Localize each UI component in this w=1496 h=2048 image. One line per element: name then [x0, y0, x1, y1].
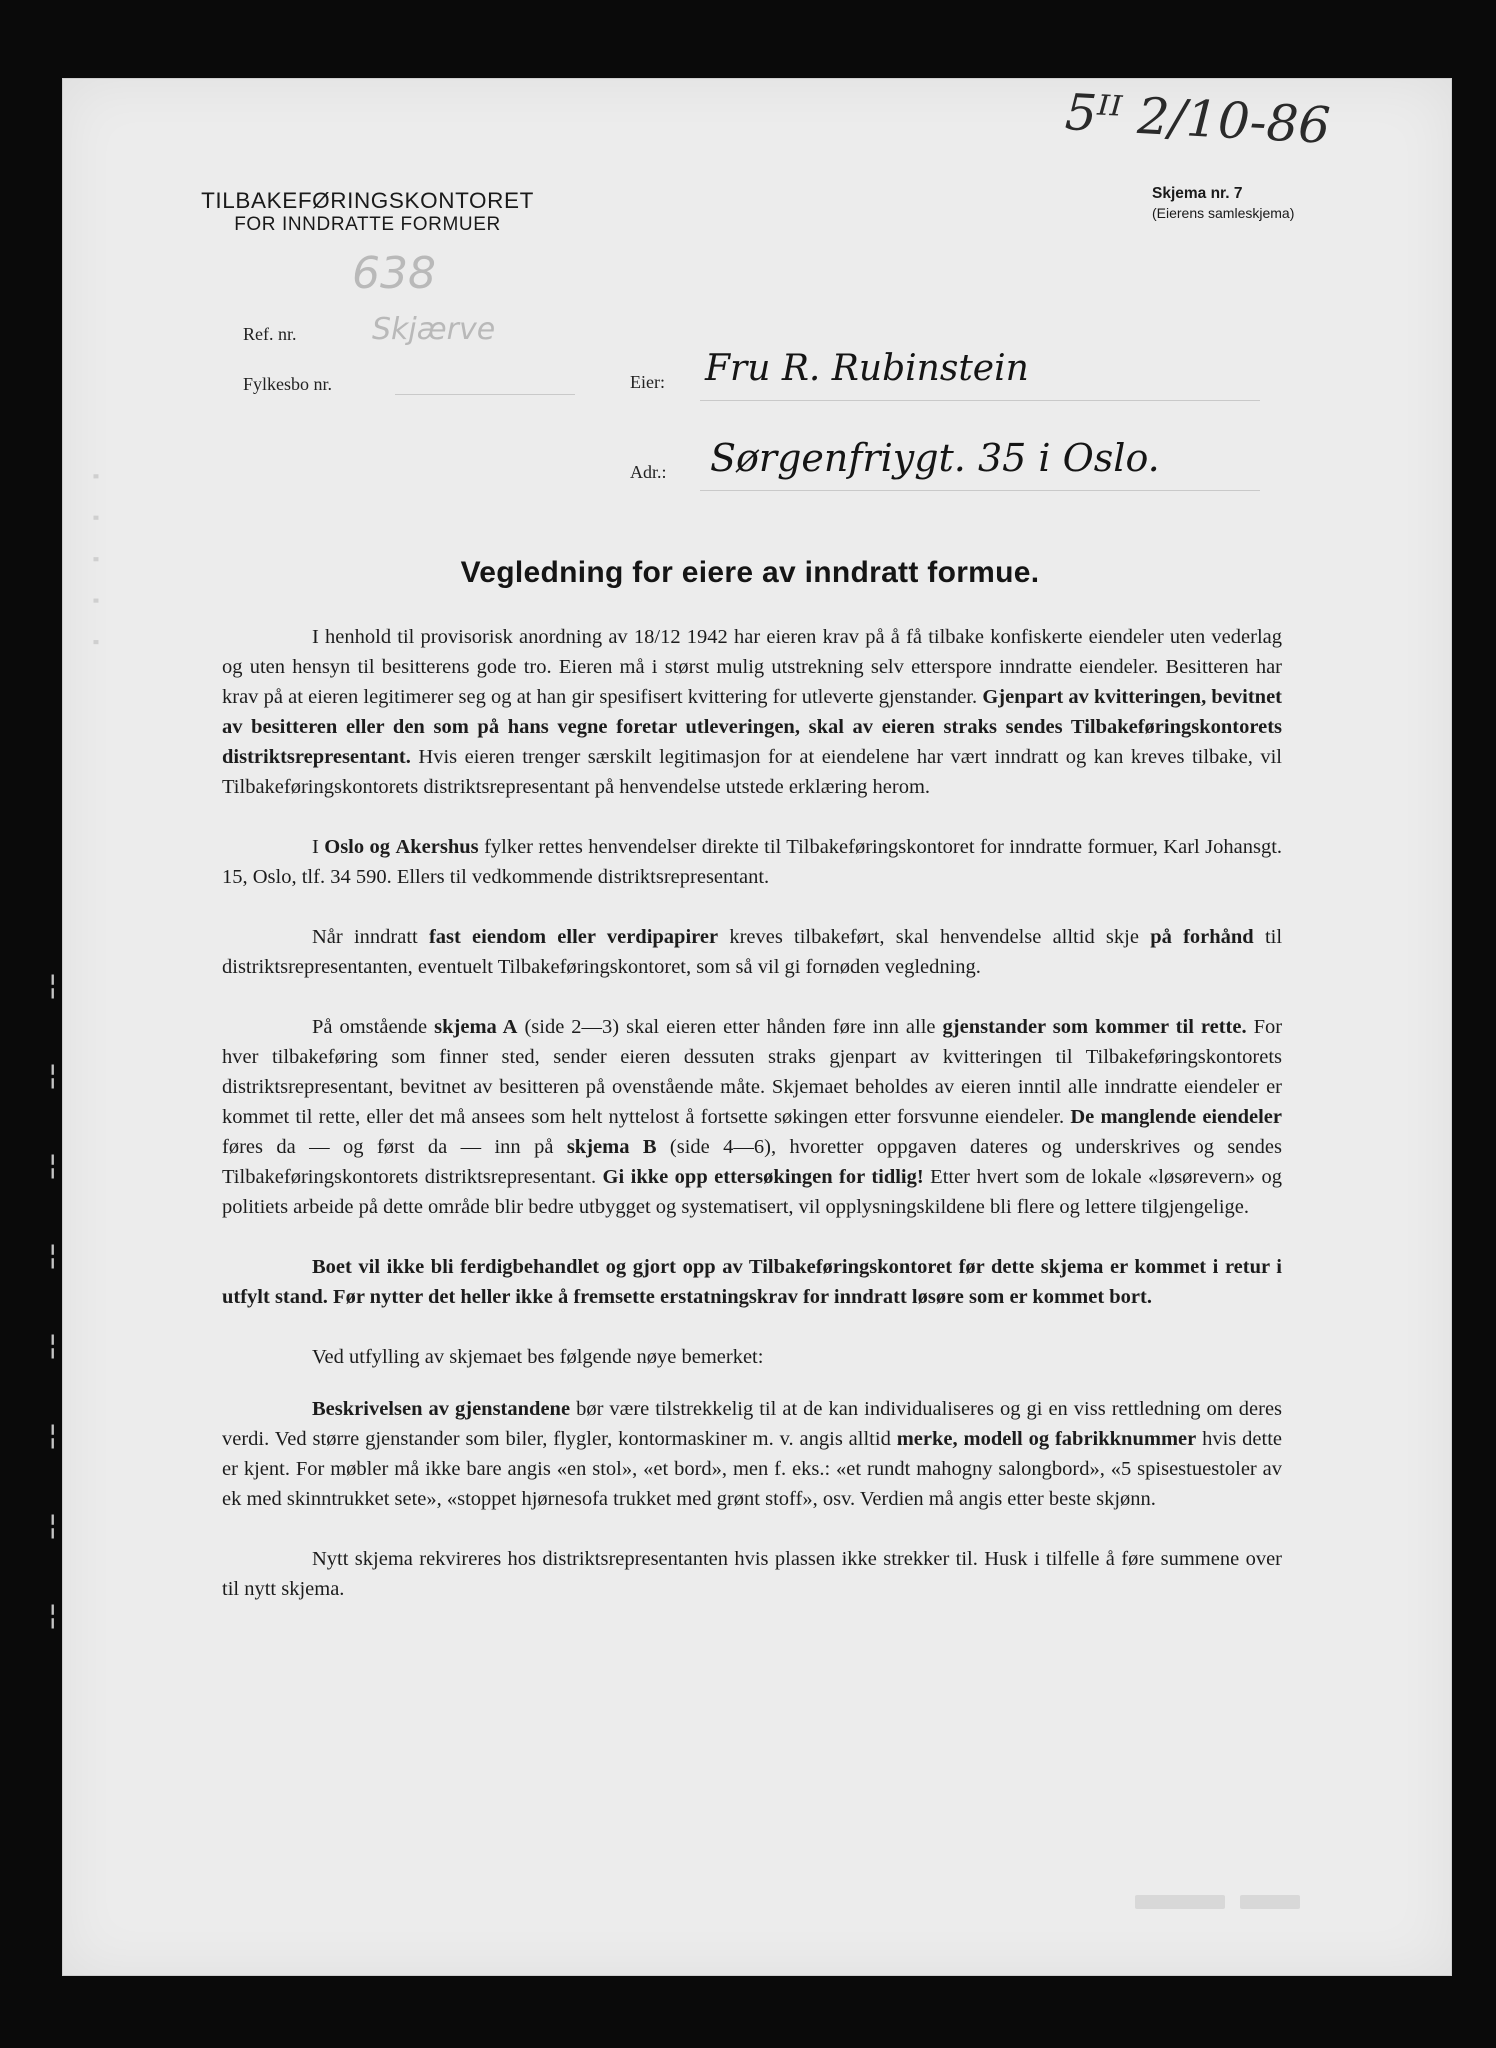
paragraph-estate-settlement: Boet vil ikke bli ferdigbehandlet og gjort opp av Tilbakeføringskontoret før dette skjema er kommet i retur i utfylt stand. Før nytter det heller ikke å fremsette erstatningskrav for inndratt løsøre som er kommet bort.	[222, 1256, 1282, 1308]
office-subtitle: FOR INNDRATTE FORMUER	[234, 213, 501, 235]
schema-header	[1152, 184, 1294, 222]
faint-stamp	[1240, 1895, 1300, 1909]
address-field-line	[700, 490, 1260, 491]
paragraph-schema-instructions: På omstående skjema A (side 2—3) skal eieren etter hånden føre inn alle gjenstander som kommer til rette. For hver tilbakeføring som finner sted, sender eieren dessuten straks gjenpart av kvitteringen til Tilbakeføringskontorets distriktsrepresentant, bevitnet av besitteren på ovenstående måte. Skjemaet beholdes av eieren inntil alle inndratte eiendeler er kommet til rette, eller det må ansees som helt nyttelost å fortsette søkingen etter forsvunne eiendeler. De manglende eiendeler føres da — og først da — inn på skjema B (side 4—6), hvoretter oppgaven dateres og underskrives og sendes Tilbakeføringskontorets distriktsrepresentant. Gi ikke opp ettersøkingen for tidlig! Etter hvert som de lokale «løsørevern» og politiets arbeide på dette område blir bedre utbygget og systematisert, vil opplysningskildene bli flere og lettere tilgjengelige.	[222, 1016, 1283, 1218]
handwritten-ref-number: 638	[352, 248, 436, 299]
owner-field-line	[700, 400, 1260, 401]
owner-label: Eier:	[630, 372, 665, 392]
document-title: Vegledning for eiere av inndratt formue.	[460, 556, 1040, 589]
paragraph-real-estate: Når inndratt fast eiendom eller verdipapirer kreves tilbakeført, skal henvendelse alltid skje på forhånd til distriktsrepresentanten, eventuelt Tilbakeføringskontoret, som så vil gi fornøden vegledning.	[222, 926, 1283, 978]
schema-number: Skjema nr. 7	[1152, 185, 1243, 202]
county-label: Fylkesbo nr.	[243, 374, 333, 394]
handwritten-ref-value: Skjærve	[372, 312, 496, 347]
paragraph-oslo-akershus: I Oslo og Akershus fylker rettes henvendelser direkte til Tilbakeføringskontoret for inndratte formuer, Karl Johansgt. 15, Oslo, tlf. 34 590. Ellers til vedkommende distriktsrepresentant.	[222, 836, 1283, 888]
paragraph-new-schema: Nytt skjema rekvireres hos distriktsrepresentanten hvis plassen ikke strekker til. Husk i tilfelle å føre summene over til nytt skjema.	[222, 1548, 1282, 1600]
address-label: Adr.:	[630, 462, 667, 482]
bleed-through-marks: · · · · ·	[72, 470, 118, 657]
bleed-through-ticks: ¦ ¦ ¦ ¦ ¦ ¦ ¦ ¦	[48, 968, 58, 1631]
handwritten-archive-note: 5ᴵᴵ 2/10-86	[1063, 83, 1332, 155]
office-name: TILBAKEFØRINGSKONTORET	[201, 188, 534, 213]
paragraph-item-description: Beskrivelsen av gjenstandene bør være tilstrekkelig til at de kan individualiseres og gi en viss rettledning om deres verdi. Ved større gjenstander som biler, flygler, kontormaskiner m. v. angis alltid merke, modell og fabrikknummer hvis dette er kjent. For møbler må ikke bare angis «en stol», «et bord», men f. eks.: «et rundt mahogny salongbord», «5 spisestuestoler av ek med skinntrukket sete», «stoppet hjørnesofa trukket med grønt stoff», osv. Verdien må angis etter beste skjønn.	[222, 1398, 1283, 1510]
faint-stamp	[1135, 1895, 1225, 1909]
guidance-text	[222, 622, 1282, 1634]
schema-description: (Eierens samleskjema)	[1152, 205, 1295, 222]
paragraph-legal-basis: I henhold til provisorisk anordning av 18/12 1942 har eieren krav på å få tilbake konfiskerte eiendeler uten vederlag og uten hensyn til besitterens gode tro. Eieren må i størst mulig utstrekning selv etterspore inndratte eiendeler. Besitteren har krav på at eieren legitimerer seg og at han gir spesifisert kvittering for utleverte gjenstander. Gjenpart av kvitteringen, bevitnet av besitteren eller den som på hans vegne foretar utleveringen, skal av eieren straks sendes Tilbakeføringskontorets distriktsrepresentant. Hvis eieren trenger særskilt legitimasjon for at eiendelene har vært inndratt og kan kreves tilbake, vil Tilbakeføringskontorets distriktsrepresentant på henvendelse utstede erklæring herom.	[222, 626, 1283, 798]
handwritten-address: Sørgenfriygt. 35 i Oslo.	[710, 436, 1160, 480]
office-header	[165, 188, 570, 236]
county-field-line	[395, 394, 575, 395]
paragraph-filling-note: Ved utfylling av skjemaet bes følgende nøye bemerket:	[312, 1346, 764, 1368]
handwritten-owner: Fru R. Rubinstein	[705, 348, 1029, 389]
ref-label: Ref. nr.	[243, 324, 297, 344]
